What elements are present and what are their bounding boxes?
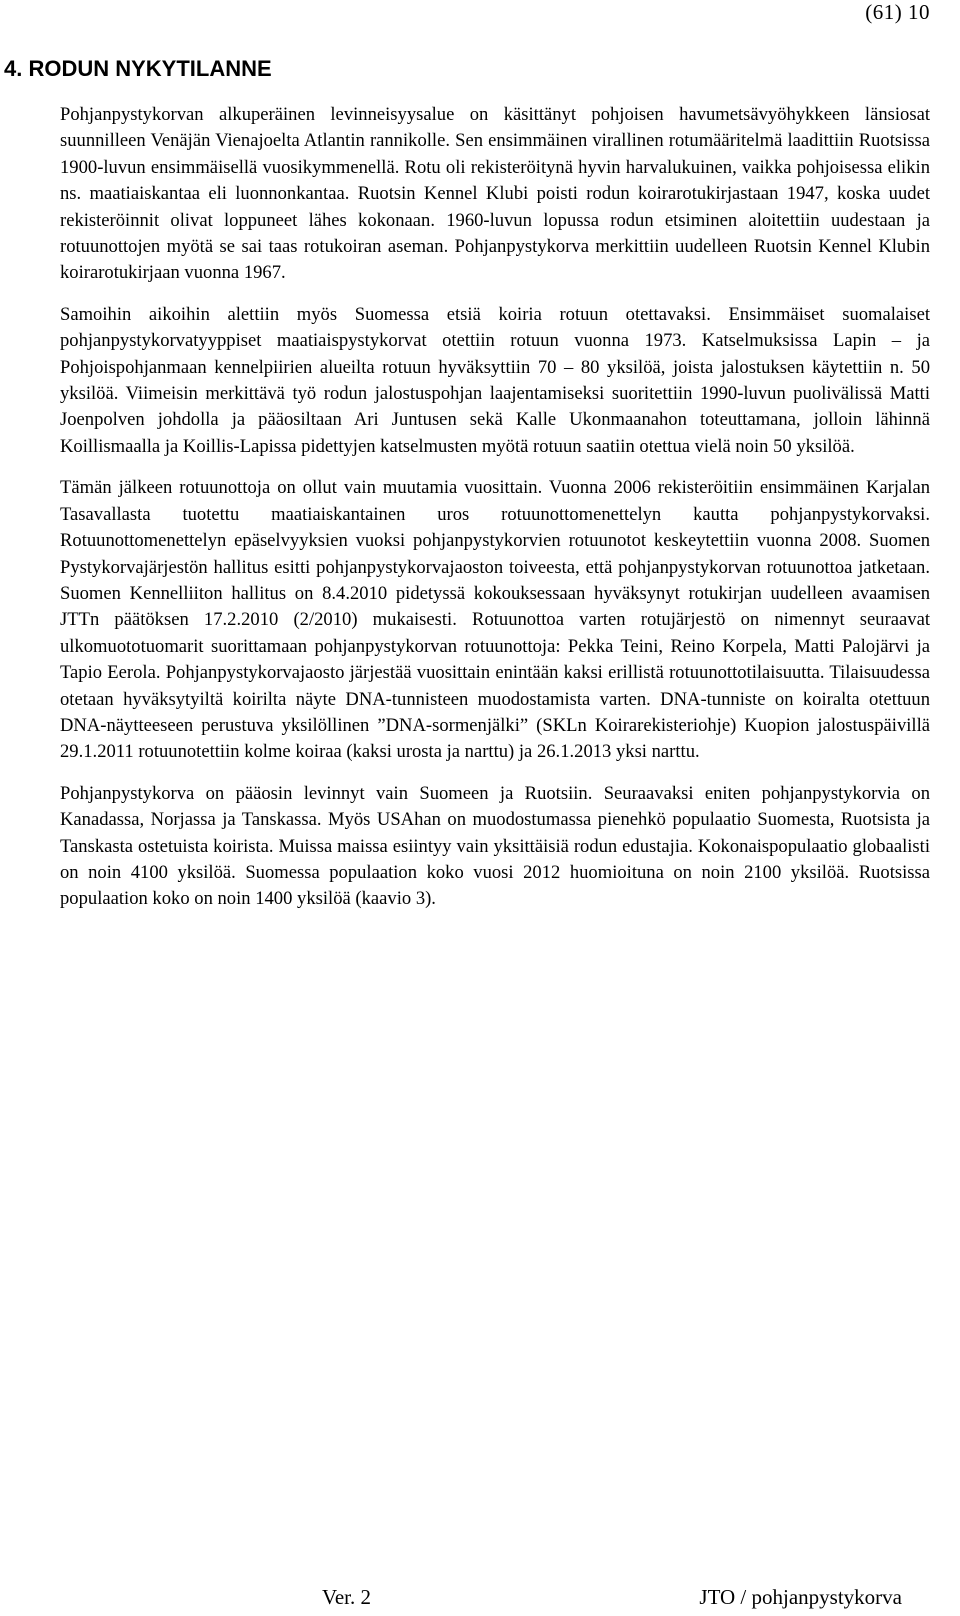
footer-version: Ver. 2: [322, 1585, 371, 1609]
page-number: (61) 10: [865, 0, 930, 24]
paragraph-recent-registrations: Tämän jälkeen rotuunottoja on ollut vain muutamia vuosittain. Vuonna 2006 rekisteröitiin ensimmäinen Karjalan Tasavallasta tuotettu maatiaiskantainen uros rotuunottomenettelyn kautta pohjanpystykorvaksi. Rotuunottomenettelyn epäselvyyksien vuoksi pohjanpystykorvien rotuunotot keskeytettiin vuonna 2008. Suomen Pystykorvajärjestön hallitus esitti pohjanpystykorvajaoston toiveesta, että pohjanpystykorvan rotuunottoa jatketaan. Suomen Kennelliiton hallitus on 8.4.2010 pidetyssä kokouksessaan hyväksynyt rotukirjan uudelleen avaamisen JTTn päätöksen 17.2.2010 (2/2010) mukaisesti. Rotuunottoa varten rotujärjestö on nimennyt seuraavat ulkomuototuomarit suorittamaan pohjanpystykorvan rotuunottoja: Pekka Teini, Reino Korpela, Matti Palojärvi ja Tapio Eerola. Pohjanpystykorvajaosto järjestää vuosittain enintään kaksi erillistä rotuunottotilaisuutta. Tilaisuudessa otetaan hyväksytyiltä koirilta näyte DNA-tunnisteen muodostamista varten. DNA-tunniste on koiralta otettuun DNA-näytteeseen perustuva yksilöllinen ”DNA-sormenjälki” (SKLn Koirarekisteriohje) Kuopion jalostuspäivillä 29.1.2011 rotuunotettiin kolme koiraa (kaksi urosta ja narttu) ja 26.1.2013 yksi narttu.: [60, 477, 930, 763]
section-heading: 4. RODUN NYKYTILANNE: [4, 56, 272, 81]
paragraph-original-range: Pohjanpystykorvan alkuperäinen levinneisyysalue on käsittänyt pohjoisen havumetsävyöhykkeen länsiosat suunnilleen Venäjän Vienajoelta Atlantin rannikolle. Sen ensimmäinen virallinen rotumääritelmä laadittiin Ruotsissa 1900-luvun ensimmäisellä vuosikymmenellä. Rotu oli rekisteröitynä hyvin harvalukuinen, vaikka pohjoisessa elikin ns. maatiaiskantaa eli luonnonkantaa. Ruotsin Kennel Klubi poisti rodun koirarotukirjastaan 1947, koska uudet rekisteröinnit olivat loppuneet lähes kokonaan. 1960-luvun lopussa rodun etsiminen aloitettiin uudestaan ja rotuunottojen myötä se sai taas rotukoiran aseman. Pohjanpystykorva merkittiin uudelleen Ruotsin Kennel Klubin koirarotukirjaan vuonna 1967.: [60, 104, 930, 284]
body-text: [60, 102, 930, 928]
footer-organization: JTO / pohjanpystykorva: [699, 1585, 902, 1609]
paragraph-finnish-breeding: Samoihin aikoihin alettiin myös Suomessa etsiä koiria rotuun otettavaksi. Ensimmäiset suomalaiset pohjanpystykorvatyyppiset maatiaispystykorvat otettiin rotuun vuonna 1973. Katselmuksissa Lapin – ja Pohjoispohjanmaan kennelpiirien alueilta rotuun hyväksyttiin 70 – 80 yksilöä, joista jalostuksen käytettiin n. 50 yksilöä. Viimeisin merkittävä työ rodun jalostuspohjan laajentamiseksi suoritettiin 1990-luvun puolivälissä Matti Joenpolven johdolla ja pääosiltaan Ari Juntusen sekä Kalle Ukonmaanahon toteuttamana, jolloin lähinnä Koillismaalla ja Koillis-Lapissa pidettyjen katselmusten myötä rotuun saatiin otettua vielä noin 50 yksilöä.: [60, 303, 930, 457]
paragraph-population: Pohjanpystykorva on pääosin levinnyt vain Suomeen ja Ruotsiin. Seuraavaksi eniten pohjanpystykorvia on Kanadassa, Norjassa ja Tanskassa. Myös USAhan on muodostumassa pienehkö populaatio Suomesta, Ruotsista ja Tanskasta ostetuista koirista. Muissa maissa esiintyy vain yksittäisiä rodun edustajia. Kokonaispopulaatio globaalisti on noin 4100 yksilöä. Suomessa populaation koko vuosi 2012 huomioituna on noin 2100 yksilöä. Ruotsissa populaation koko on noin 1400 yksilöä (kaavio 3).: [60, 782, 930, 910]
